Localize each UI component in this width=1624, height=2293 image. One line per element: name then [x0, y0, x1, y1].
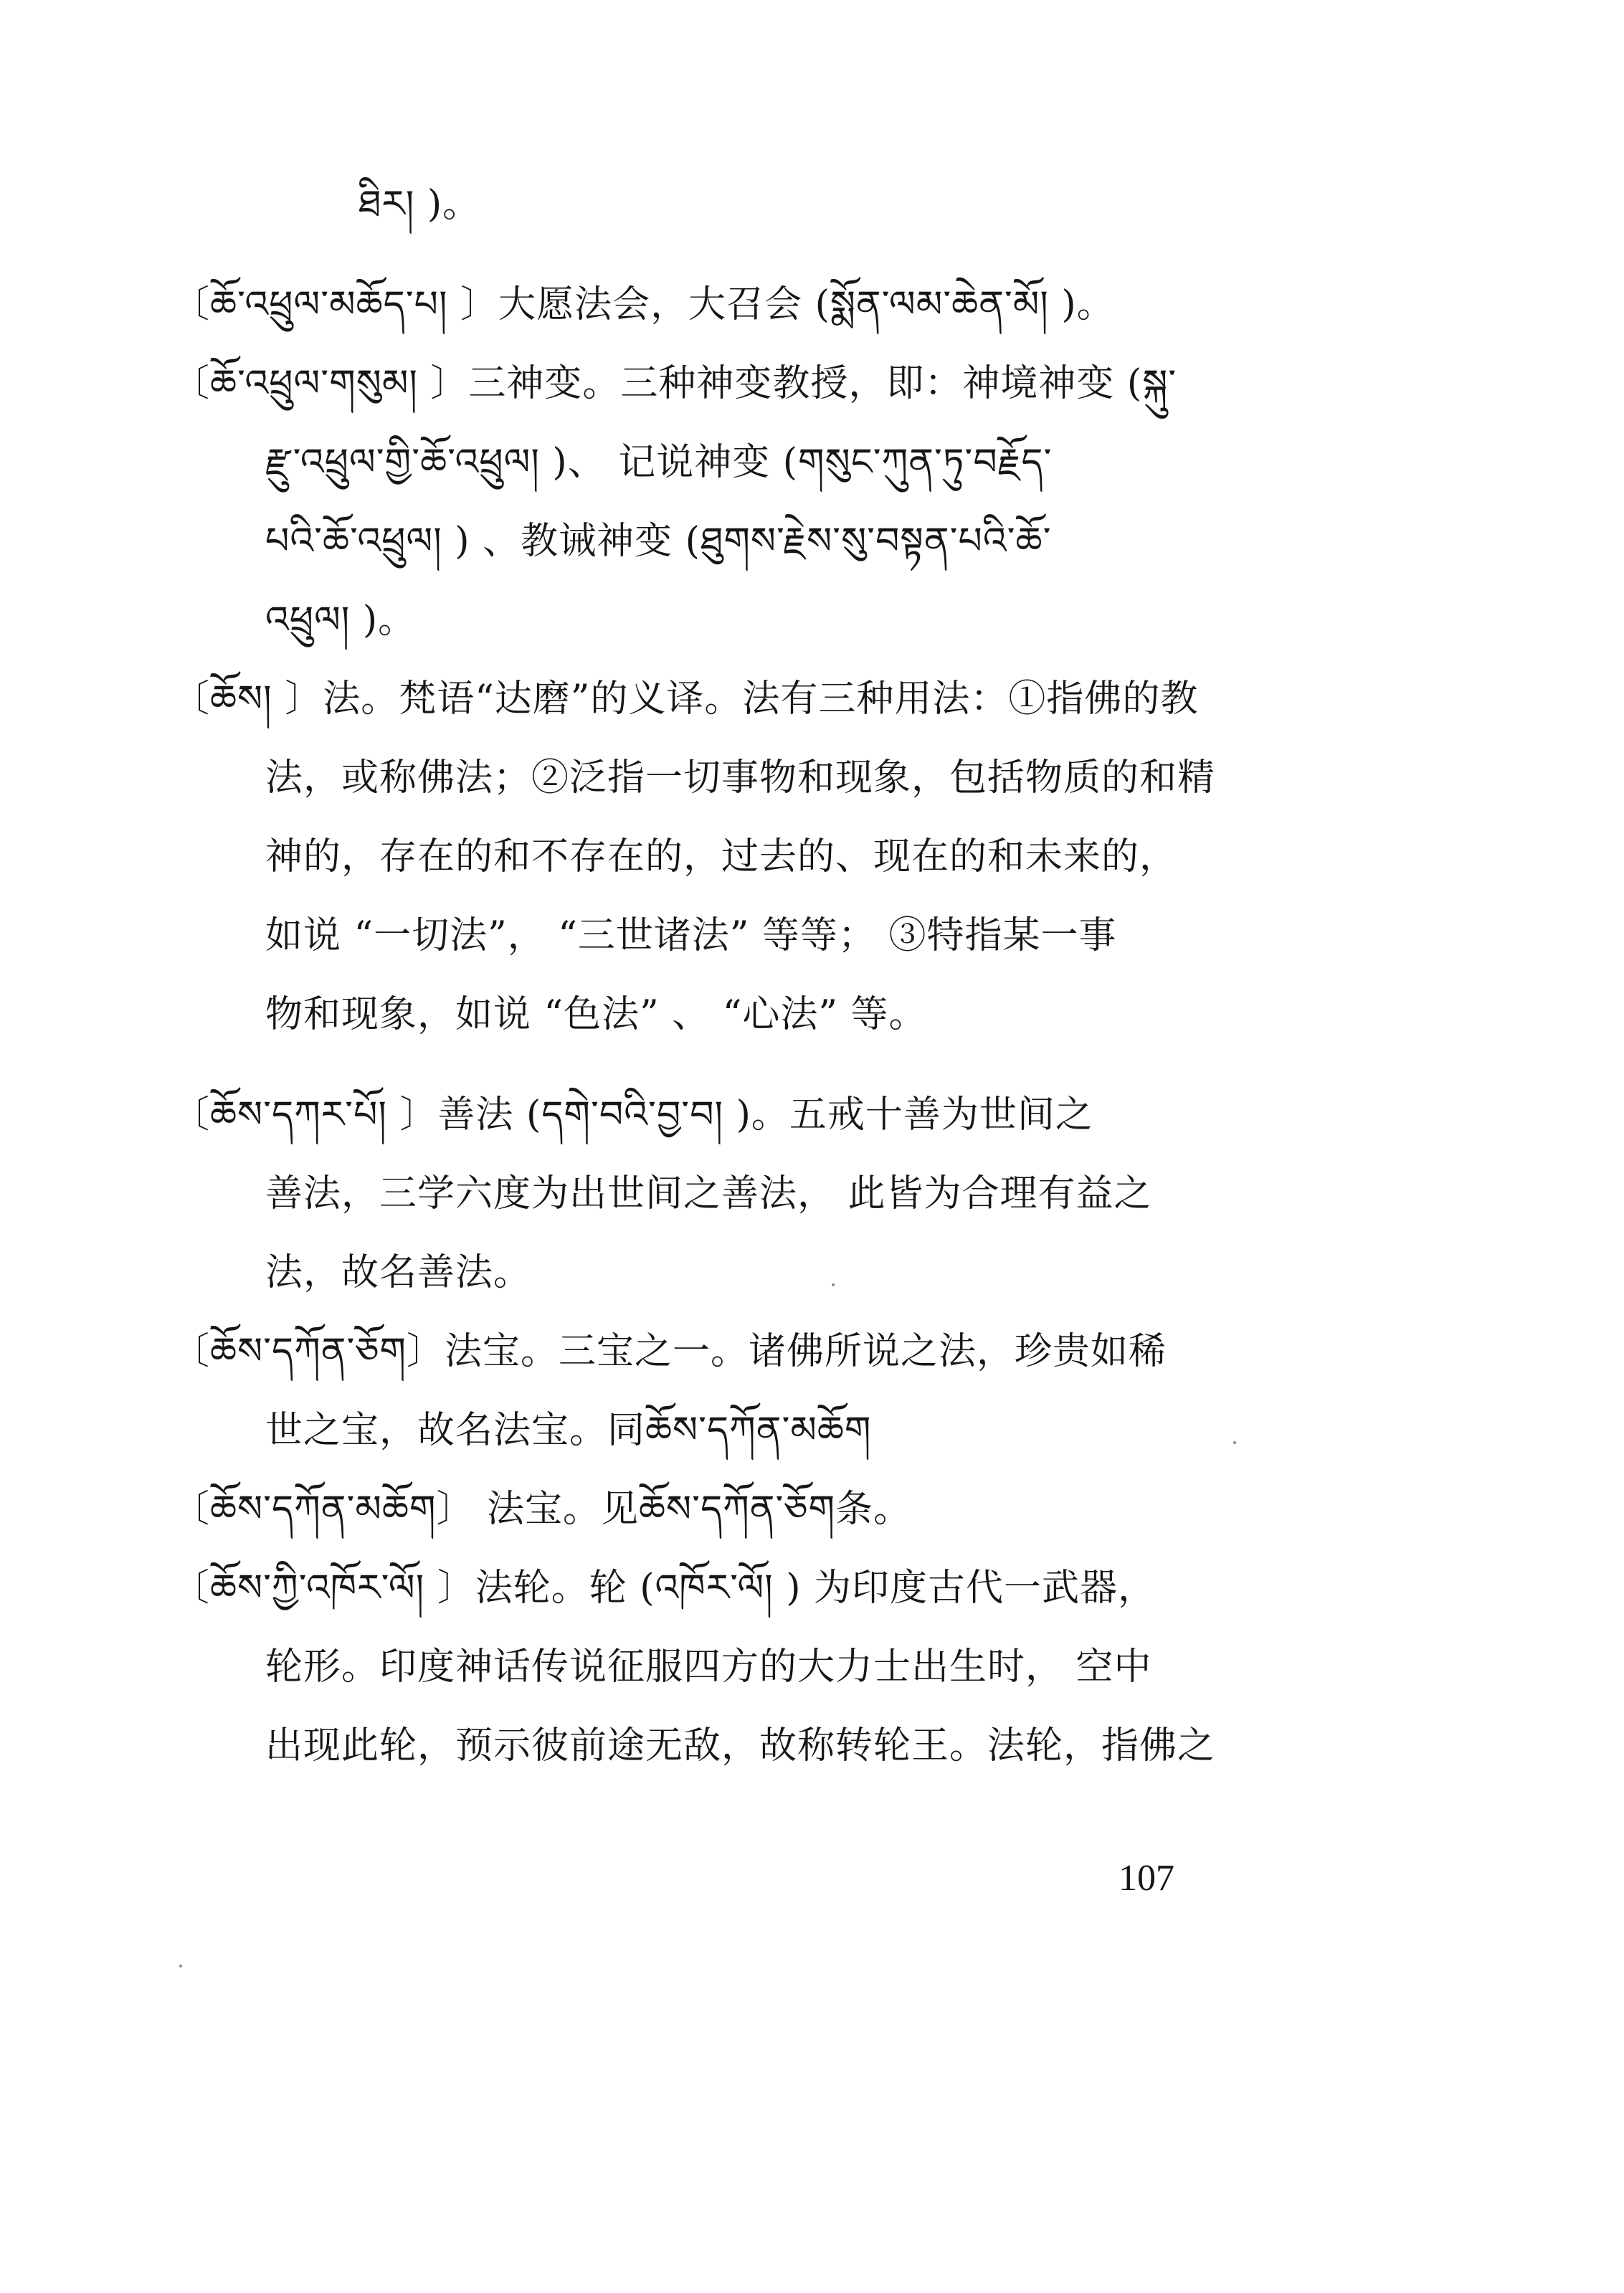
entry-continuation-line: རྫུ་འཕྲུལ་གྱི་ཆོ་འཕྲུལ། )、 记说神变 (གསུང་ཀུན་ཏུ་བརྗོད་	[265, 441, 1053, 484]
page-number: 107	[1119, 1858, 1174, 1899]
entry-headword-line: ཐིར། )。	[358, 183, 481, 226]
entry-headword-line: 〔ཆོས་དཀོན་མཆོག〕 法宝。见ཆོས་དཀོན་ཅོག条。	[172, 1488, 912, 1531]
dictionary-entry	[265, 165, 1369, 244]
entry-continuation-line: 物和现象，如说 “色法” 、 “心法” 等。	[265, 993, 927, 1036]
entry-continuation-line: 世之宝，故名法宝。同ཆོས་དཀོན་མཆོག	[265, 1409, 872, 1452]
dictionary-entry	[172, 1312, 1276, 1470]
entry-headword-line: 〔ཆོས་དཀར་པོ། 〕善法 (དགེ་བའི་བྱ་བ། )。五戒十善为世间之	[172, 1093, 1093, 1136]
entry-continuation-line: 如说 “一切法”， “三世诸法” 等等； ③特指某一事	[265, 914, 1117, 957]
entry-headword-line: 〔ཆོས། 〕法。梵语“达磨”的义译。法有三种用法：①指佛的教	[172, 678, 1199, 721]
entry-continuation-line: 善法，三学六度为出世间之善法， 此皆为合理有益之	[265, 1172, 1152, 1215]
entry-continuation-line: 出现此轮，预示彼前途无敌，故称转轮王。法轮，指佛之	[265, 1724, 1216, 1767]
entry-continuation-line: 法，或称佛法；②泛指一切事物和现象，包括物质的和精	[265, 756, 1216, 799]
dictionary-entry	[172, 265, 1276, 344]
entry-continuation-line: པའི་ཆོ་འཕྲུལ། ) 、教诫神变 (ཐུགས་རྗེས་སུ་བསྟན་པའི་ཆོ་	[265, 520, 1052, 563]
entry-continuation-line: 轮形。印度神话传说征服四方的大力士出生时， 空中	[265, 1646, 1152, 1689]
entry-headword-line: 〔ཆོ་འཕྲུལ་མཆོད་པ། 〕大愿法会，大召会 (སྨོན་ལམ་ཆེན་མོ། )。	[172, 283, 1115, 326]
dictionary-entry	[172, 660, 1276, 1054]
entry-headword-line: 〔ཆོས་དཀོན་ཅོག〕法宝。三宝之一。诸佛所说之法，珍贵如稀	[172, 1330, 1167, 1373]
dictionary-entry	[172, 1549, 1276, 1785]
entry-continuation-line: 神的，存在的和不存在的，过去的、现在的和未来的，	[265, 835, 1178, 878]
entry-continuation-line: འཕྲུལ། )。	[265, 599, 417, 642]
entry-headword-line: 〔ཆོ་འཕྲུལ་གསུམ། 〕三神变。三种神变教授，即：神境神变 (སྐུ་	[172, 362, 1177, 405]
entry-continuation-line: 法，故名善法。	[265, 1251, 532, 1294]
scan-speck	[1233, 1441, 1236, 1444]
entry-headword-line: 〔ཆོས་ཀྱི་འཁོར་ལོ། 〕法轮。轮 (འཁོར་ལོ། ) 为印度古代一武器，	[172, 1567, 1157, 1610]
dictionary-entry	[172, 344, 1276, 660]
scan-speck	[179, 1965, 182, 1967]
scan-speck	[832, 1283, 835, 1286]
dictionary-entry	[172, 1470, 1276, 1549]
dictionary-entry	[172, 1076, 1276, 1312]
